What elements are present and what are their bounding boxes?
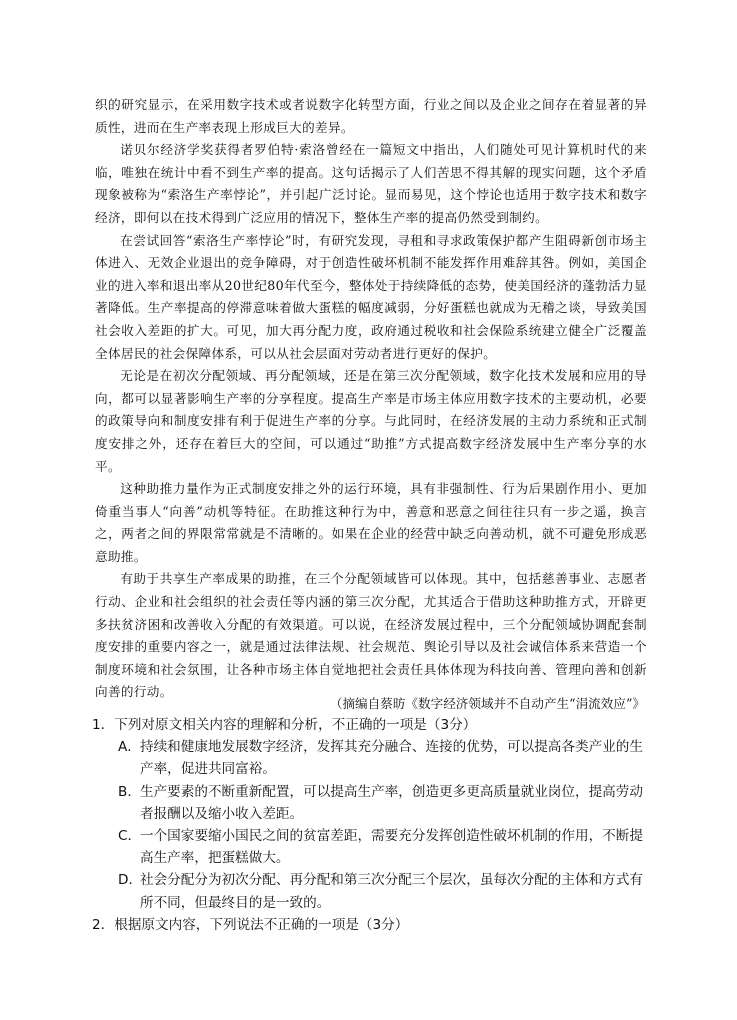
passage-paragraph-3: 在尝试回答“索洛生产率悖论”时，有研究发现，寻租和寻求政策保护都产生阻碍新创市场主体进入、无效企业退出的竞争障碍，对于创造性破坏机制不能发挥作用难辞其咎。例如，美国企业的进入率和退出率从20世纪80年代至今，整体处于持续降低的态势，使美国经济的蓬勃活力显著降低。生产率提高的停滞意味着做大蛋糕的幅度减弱，分好蛋糕也就成为无稽之谈，导致美国社会收入差距的扩大。可见，加大再分配力度，政府通过税收和社会保险系统建立健全广泛覆盖全体居民的社会保障体系，可以从社会层面对劳动者进行更好的保护。 xyxy=(95,232,647,361)
question-2-stem: 2．根据原文内容，下列说法不正确的一项是（3分） xyxy=(92,916,409,933)
option-text: 生产要素的不断重新配置，可以提高生产率，创造更多更高质量就业岗位，提高劳动者报酬以及缩小收入差距。 xyxy=(140,783,643,822)
passage-paragraph-2: 诺贝尔经济学奖获得者罗伯特·索洛曾经在一篇短文中指出，人们随处可见计算机时代的来临，唯独在统计中看不到生产率的提高。这句话揭示了人们苦思不得其解的现实问题，这个矛盾现象被称为“索洛生产率悖论”，并引起广泛讨论。显而易见，这个悖论也适用于数字技术和数字经济，即何以在技术得到广泛应用的情况下，整体生产率的提高仍然受到制约。 xyxy=(95,142,647,225)
passage-paragraph-4: 无论是在初次分配领域、再分配领域，还是在第三次分配领域，数字化技术发展和应用的导向，都可以显著影响生产率的分享程度。提高生产率是市场主体应用数字技术的主要动机，必要的政策导向和制度安排有利于促进生产率的分享。与此同时，在经济发展的主动力系统和正式制度安排之外，还存在着巨大的空间，可以通过“助推”方式提高数字经济发展中生产率分享的水平。 xyxy=(95,368,647,474)
passage-paragraph-6: 有助于共享生产率成果的助推，在三个分配领域皆可以体现。其中，包括慈善事业、志愿者行动、企业和社会组织的社会责任等内涵的第三次分配，尤其适合于借助这种助推方式，开辟更多扶贫济困和改善收入分配的有效渠道。可以说，在经济发展过程中，三个分配领域协调配套制度安排的重要内容之一，就是通过法律法规、社会规范、舆论引导以及社会诚信体系来营造一个制度环境和社会氛围，让各种市场主体自觉地把社会责任具体体现为科技向善、管理向善和创新向善的行动。 xyxy=(95,571,647,700)
passage-source: （摘编自蔡昉《数字经济领域并不自动产生“涓流效应”》 xyxy=(329,696,645,711)
question-1-option-b xyxy=(92,781,652,825)
option-letter: D． xyxy=(118,872,143,889)
question-1-option-c xyxy=(92,825,652,869)
option-letter: A． xyxy=(118,739,141,756)
reading-passage xyxy=(95,94,647,704)
question-2 xyxy=(92,914,652,936)
option-letter: C． xyxy=(118,828,142,845)
passage-paragraph-5: 这种助推力量作为正式制度安排之外的运行环境，具有非强制性、行为后果剧作用小、更加倚重当事人“向善”动机等特征。在助推这种行为中，善意和恶意之间往往只有一步之遥，换言之，两者之间的界限常常就是不清晰的。如果在企业的经营中缺乏向善动机，就不可避免形成恶意助推。 xyxy=(95,481,647,564)
option-text: 社会分配分为初次分配、再分配和第三次分配三个层次，虽每次分配的主体和方式有所不同，但最终目的是一致的。 xyxy=(140,872,643,911)
question-section xyxy=(92,714,652,936)
question-1-option-d xyxy=(92,869,652,913)
option-letter: B． xyxy=(118,783,141,800)
question-1 xyxy=(92,714,652,914)
option-text: 一个国家要缩小国民之间的贫富差距，需要充分发挥创造性破坏机制的作用，不断提高生产率，把蛋糕做大。 xyxy=(140,828,643,867)
option-text: 持续和健康地发展数字经济，发挥其充分融合、连接的优势，可以提高各类产业的生产率，促进共同富裕。 xyxy=(140,739,643,778)
passage-paragraph-1: 织的研究显示，在采用数字技术或者说数字化转型方面，行业之间以及企业之间存在着显著的异质性，进而在生产率表现上形成巨大的差异。 xyxy=(95,97,647,135)
question-1-stem: 1．下列对原文相关内容的理解和分析，不正确的一项是（3分） xyxy=(92,717,477,733)
question-1-option-a xyxy=(92,736,652,780)
